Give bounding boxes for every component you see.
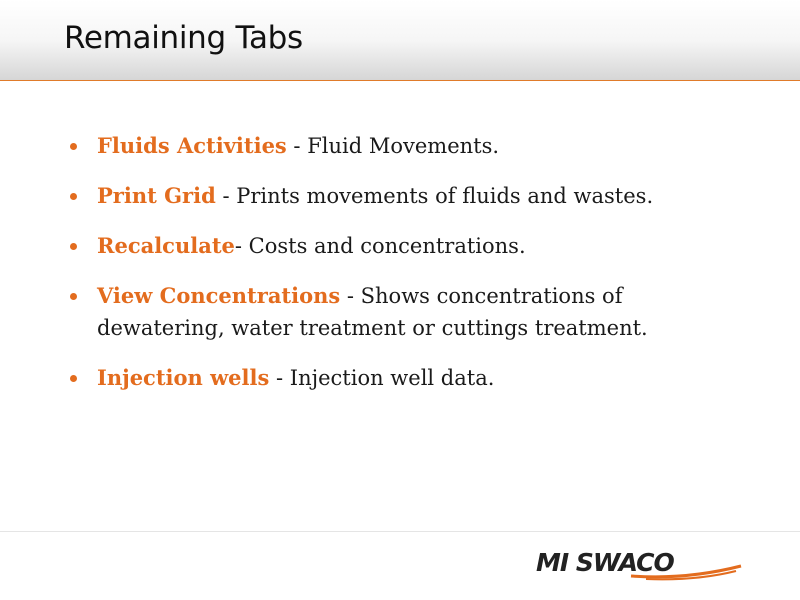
bullet-icon <box>70 143 77 150</box>
bullet-description: - Prints movements of fluids and wastes. <box>215 184 654 208</box>
bullet-item <box>70 230 750 262</box>
bullet-item <box>70 180 750 212</box>
bullet-term: Fluids Activities <box>97 133 287 158</box>
bullet-item <box>70 280 750 344</box>
slide-header <box>0 0 800 81</box>
footer-divider <box>0 531 800 532</box>
bullet-icon <box>70 243 77 250</box>
bullet-term: Print Grid <box>97 183 216 208</box>
bullet-description: - Fluid Movements. <box>286 134 500 158</box>
bullet-item <box>70 130 750 162</box>
bullet-description: - Costs and concentrations. <box>234 234 526 258</box>
slide-title: Remaining Tabs <box>64 20 303 56</box>
bullet-term: Recalculate <box>97 233 235 258</box>
bullet-item <box>70 362 750 394</box>
bullet-term: View Concentrations <box>97 283 341 308</box>
bullet-icon <box>70 193 77 200</box>
bullet-icon <box>70 293 77 300</box>
bullet-list <box>70 130 750 412</box>
bullet-description: - Shows concentrations of dewatering, water treatment or cuttings treatment. <box>97 284 648 340</box>
logo-text: MI SWACO <box>536 548 674 577</box>
bullet-description: - Injection well data. <box>269 366 495 390</box>
bullet-term: Injection wells <box>97 365 270 390</box>
bullet-icon <box>70 375 77 382</box>
company-logo <box>536 546 746 582</box>
